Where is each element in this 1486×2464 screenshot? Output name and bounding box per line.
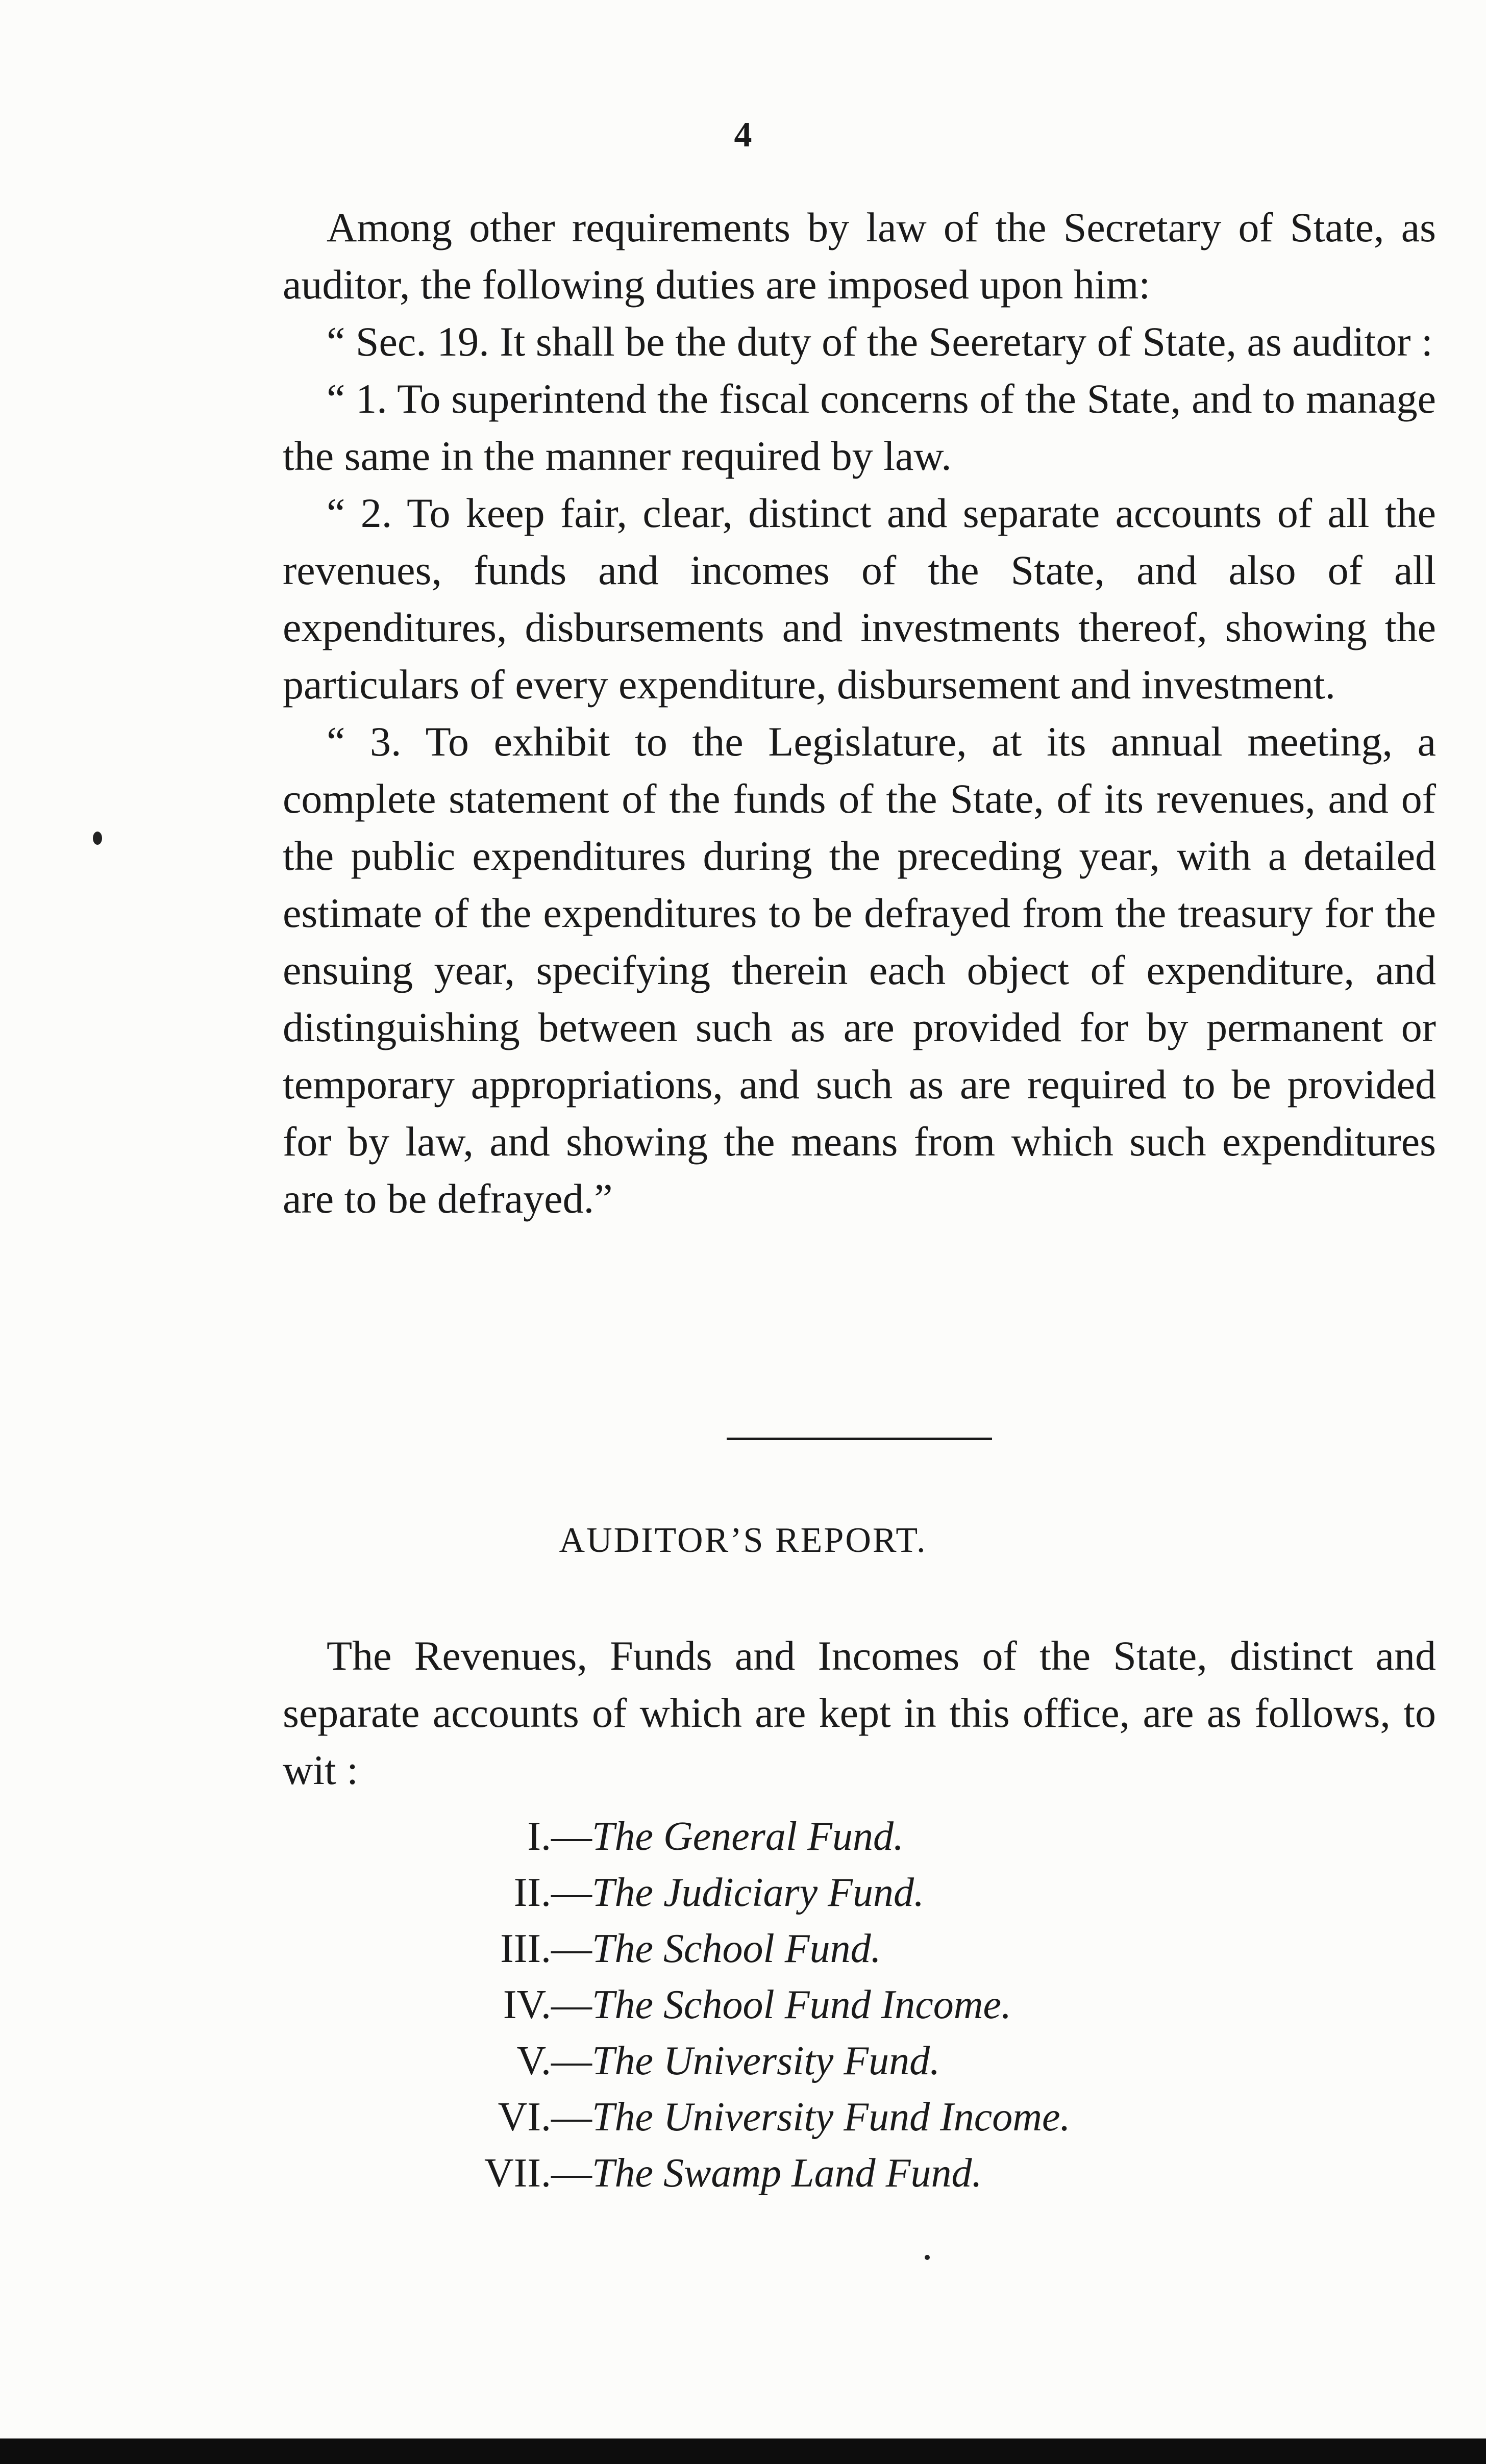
fund-item: [398, 1921, 1266, 1977]
duty-3-paragraph: “ 3. To exhibit to the Legislature, at its annual meeting, a complete statement of the funds of the State, of its revenues, and of the public expenditures during the preceding year, with a detailed estimate of the expenditures to be defrayed from the treasury for the ensuing year, specifying therein each object of expenditure, and distinguishing between such as are provided for by permanent or temporary appropriations, and such as are required to be provided for by law, and showing the means from which such expenditures are to be defrayed.”: [283, 718, 1436, 1222]
fund-numeral: V.: [516, 2039, 551, 2083]
section-19-paragraph: “ Sec. 19. It shall be the duty of the Seeretary of State, as auditor :: [327, 318, 1433, 365]
fund-numeral: II.: [513, 1870, 551, 1915]
fund-list: [398, 1808, 1266, 2201]
fund-item: [398, 2145, 1266, 2201]
page-number: 4: [734, 115, 752, 155]
section-divider: [727, 1438, 992, 1440]
report-intro: [283, 1627, 1436, 1799]
fund-name: The University Fund Income.: [592, 2095, 1071, 2140]
fund-name: The General Fund.: [592, 1814, 904, 1859]
fund-dash: —: [551, 1814, 592, 1859]
fund-item: [398, 1977, 1266, 2033]
fund-dash: —: [551, 2151, 592, 2196]
statute-excerpt: [283, 199, 1436, 1227]
duty-2-paragraph: “ 2. To keep fair, clear, distinct and separate accounts of all the revenues, funds and incomes of the State, and also of all expenditures, disbursements and investments thereof, showing the particulars of every expenditure, disbursement and investment.: [283, 490, 1436, 708]
fund-name: The University Fund.: [592, 2039, 940, 2083]
fund-numeral: VII.: [484, 2151, 551, 2196]
ink-speck: [93, 832, 102, 845]
intro-paragraph: Among other requirements by law of the Secretary of State, as auditor, the following duties are imposed upon him:: [283, 204, 1436, 308]
fund-dash: —: [551, 2039, 592, 2083]
fund-item: [398, 2033, 1266, 2089]
fund-item: [398, 1808, 1266, 1865]
report-heading: AUDITOR’S REPORT.: [559, 1521, 927, 1560]
fund-numeral: IV.: [503, 1982, 551, 2027]
fund-name: The School Fund.: [592, 1926, 881, 1971]
fund-numeral: VI.: [498, 2095, 551, 2140]
fund-dash: —: [551, 1926, 592, 1971]
fund-name: The Judiciary Fund.: [592, 1870, 924, 1915]
fund-numeral: I.: [527, 1814, 551, 1859]
fund-item: [398, 1865, 1266, 1921]
fund-dash: —: [551, 1870, 592, 1915]
report-intro-paragraph: The Revenues, Funds and Incomes of the State, distinct and separate accounts of which are kept in this office, are as follows, to wit :: [283, 1632, 1436, 1793]
ink-speck: [925, 2255, 930, 2260]
fund-dash: —: [551, 2095, 592, 2140]
duty-1-paragraph: “ 1. To superintend the fiscal concerns of the State, and to manage the same in the manner required by law.: [283, 375, 1436, 479]
fund-item: [398, 2089, 1266, 2145]
fund-name: The School Fund Income.: [592, 1982, 1012, 2027]
fund-dash: —: [551, 1982, 592, 2027]
scan-edge-bar: [0, 2438, 1486, 2464]
fund-numeral: III.: [500, 1926, 551, 1971]
fund-name: The Swamp Land Fund.: [592, 2151, 982, 2196]
